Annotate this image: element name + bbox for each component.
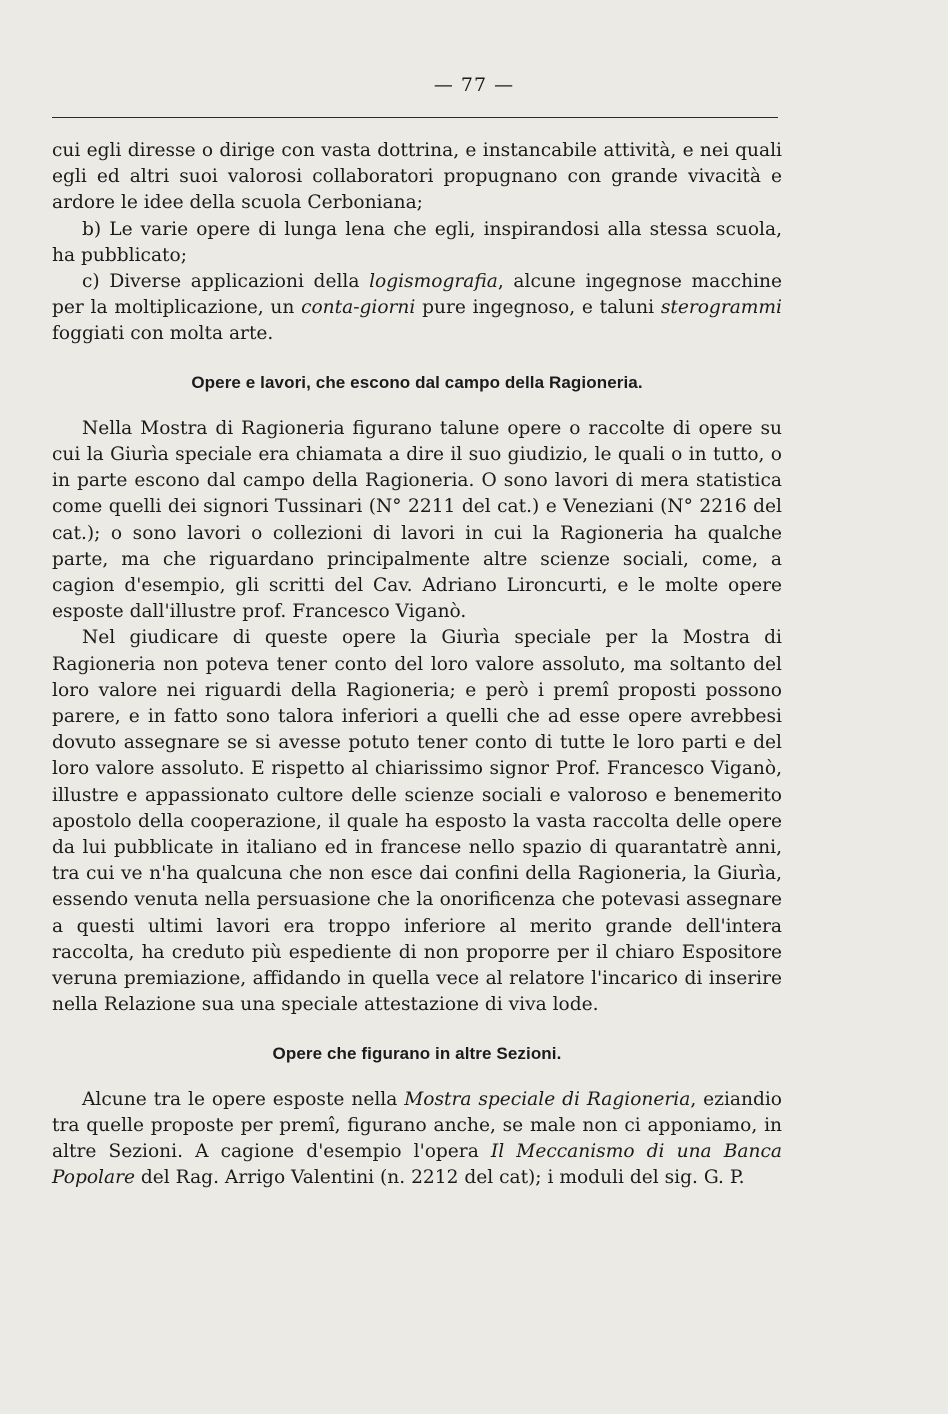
italic-term: sterogrammi xyxy=(660,297,782,319)
text-span: del Rag. Arrigo Valentini (n. 2212 del cat); i moduli del sig. G. P. xyxy=(134,1167,745,1189)
body-text xyxy=(52,138,782,1192)
section-heading: Opere e lavori, che escono dal campo della Ragioneria. xyxy=(191,372,643,392)
paragraph xyxy=(52,1087,782,1192)
text-span: , eziandio tra quelle proposte per premî, figurano anche, se male non ci apponiamo, in altre Sezioni. A cagione d'esempio l'opera xyxy=(52,1088,782,1163)
italic-term: conta-giorni xyxy=(301,297,416,319)
paragraph xyxy=(52,269,782,348)
text-span: pure ingegnoso, e taluni xyxy=(415,297,661,319)
page-number: — 77 — xyxy=(433,74,515,96)
paragraph: Nella Mostra di Ragioneria figurano talune opere o raccolte di opere su cui la Giurìa speciale era chiamata a dire il suo giudizio, le quali o in tutto, o in parte escono dal campo della Ragioneria. O sono lavori di mera statistica come quelli dei signori Tussinari (N° 2211 del cat.) e Veneziani (N° 2216 del cat.); o sono lavori o collezioni di lavori in cui la Ragioneria ha qualche parte, ma che riguardano principalmente altre scienze sociali, come, a cagion d'esempio, gli scritti del Cav. Adriano Lironcurti, e le molte opere esposte dall'illustre prof. Francesco Viganò. xyxy=(52,417,782,623)
italic-title: Mostra speciale di Ragioneria xyxy=(404,1088,691,1110)
text-span: c) Diverse applicazioni della xyxy=(82,271,370,293)
text-span: foggiati con molta arte. xyxy=(52,323,274,345)
paragraph: cui egli diresse o dirige con vasta dottrina, e instancabile attività, e nei quali egli ed altri suoi valorosi collaboratori propugnano con grande vivacità e ardore le idee della scuola Cerboniana; xyxy=(52,140,782,214)
header-rule xyxy=(52,117,778,118)
section-heading: Opere che figurano in altre Sezioni. xyxy=(272,1043,562,1063)
italic-title: Il Meccanismo di una Banca Popolare xyxy=(52,1141,782,1189)
italic-term: logismografia xyxy=(369,271,498,293)
paragraph: b) Le varie opere di lunga lena che egli, inspirandosi alla stessa scuola, ha pubblicato; xyxy=(52,218,782,266)
text-span: Alcune tra le opere esposte nella xyxy=(82,1088,405,1110)
text-span: , alcune ingegnose macchine per la moltiplicazione, un xyxy=(52,271,782,319)
paragraph: Nel giudicare di queste opere la Giurìa speciale per la Mostra di Ragioneria non poteva tener conto del loro valore assoluto, ma soltanto del loro valore nei riguardi della Ragioneria; e però i premî proposti possono parere, e in fatto sono talora inferiori a quelli che ad esse opere avrebbesi dovuto assegnare se si avesse potuto tener conto di tutte le loro parti e del loro valore assoluto. E rispetto al chiarissimo signor Prof. Francesco Viganò, illustre e appassionato cultore delle scienze sociali e valoroso e benemerito apostolo della cooperazione, il quale ha esposto la vasta raccolta delle opere da lui pubblicate in italiano ed in francese nello spazio di quarantatrè anni, tra cui ve n'ha qualcuna che non esce dai confini della Ragioneria, la Giurìa, essendo venuta nella persuasione che la onorificenza che potevasi assegnare a questi ultimi lavori era troppo inferiore al merito grande dell'intera raccolta, ha creduto più espediente di non proporre per il chiaro Espositore veruna premiazione, affidando in quella vece al relatore l'incarico di inserire nella Relazione sua una speciale attestazione di viva lode. xyxy=(52,627,782,1016)
